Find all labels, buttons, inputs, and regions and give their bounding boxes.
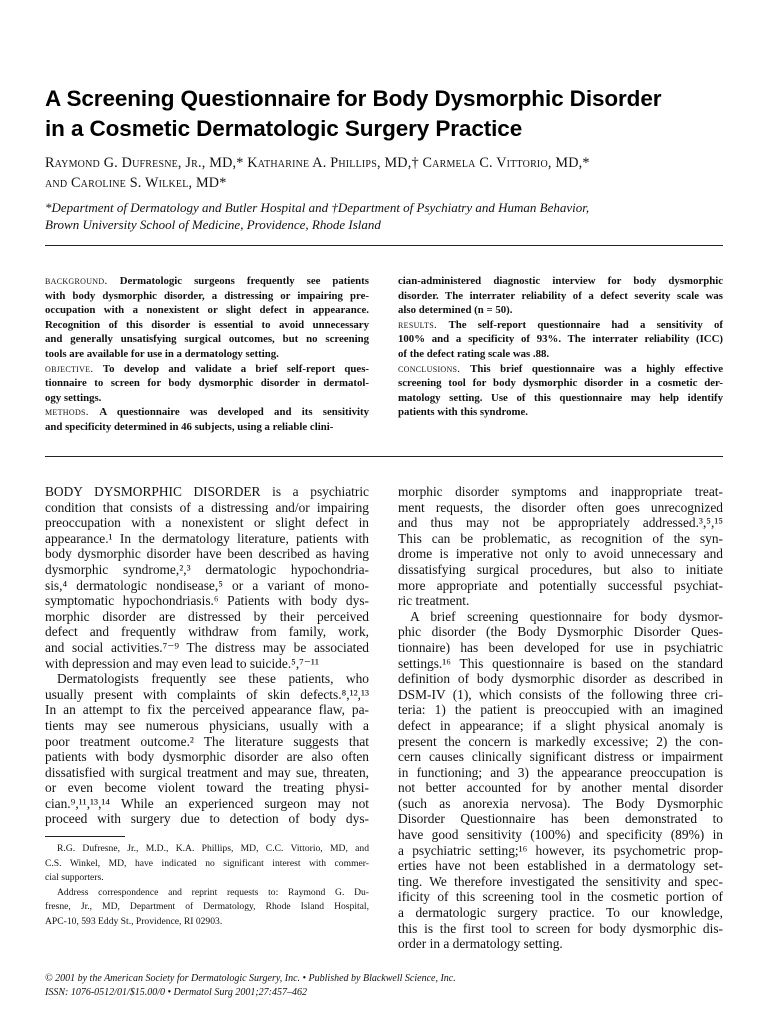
footnote-line: cial supporters. [45,872,104,883]
body-text-line: Disorder Questionnaire has been demonstrated to [398,811,723,827]
abstract-text: tionnaire to screen for body dysmorphic disorder in dermatol- [45,377,369,390]
abstract-section-head: results. [398,318,449,331]
body-text-line: tients may see numerous physicians, usually with a [45,717,369,733]
abstract-left-column [45,274,369,435]
authors-line-2: and Caroline S. Wilkel, MD* [45,175,227,191]
body-text-line: definition of body dysmorphic disorder as described in [398,671,723,687]
abstract-right-column [398,274,723,420]
page-footer [45,972,735,999]
body-text-line: a psychiatric setting;¹⁶ however, its psychometric prop- [398,842,723,858]
abstract-line [398,376,723,391]
abstract-section-head: objective. [45,362,103,375]
body-text-line: and thus may not be appropriately addressed.³,⁵,¹⁵ [398,515,723,531]
body-text-line: dissatisfied with surgical treatment and may sue, threaten, [45,764,369,780]
abstract-line [398,405,723,420]
abstract-line [45,274,369,289]
body-text-line: defect in appearance; if a slight physical anomaly is [398,717,723,733]
abstract-text: tools are available for use in a dermatology setting. [45,347,279,360]
footnote-line: APC-10, 593 Eddy St., Providence, RI 02903. [45,915,223,927]
body-text-line: proceed with surgery due to detection of body dys- [45,811,369,827]
body-text-line: in functioning; and 3) the appearance preoccupation is [398,764,723,780]
abstract-text: and specificity determined in 46 subjects, using a reliable clini- [45,420,334,433]
abstract-text: This brief questionnaire was a highly effective [470,362,723,375]
footnotes [45,842,369,929]
abstract-text: A questionnaire was developed and its sensitivity [99,406,369,419]
abstract-text: screening tool for body dysmorphic disorder in a cosmetic der- [398,377,723,390]
abstract-line [398,347,723,362]
body-text-line: poor treatment outcome.² The literature suggests that [45,733,369,749]
footnote-rule [45,836,125,837]
authors-line-1: Raymond G. Dufresne, Jr., MD,* Katharine A. Phillips, MD,† Carmela C. Vittorio, MD,* [45,155,590,171]
abstract-line [398,391,723,406]
abstract-text: patients with this syndrome. [398,406,528,419]
abstract-line [398,332,723,347]
abstract-line [45,289,369,304]
abstract-line [45,318,369,333]
footnote-line: R.G. Dufresne, Jr., M.D., K.A. Phillips, MD, C.C. Vittorio, MD, and [57,843,369,854]
abstract-line [45,303,369,318]
abstract-text: disorder. The interrater reliability of a defect severity scale was [398,289,723,302]
body-text-line: dysmorphic syndrome,²,³ dermatologic hypochondria- [45,561,369,577]
body-text-line: have good sensitivity (100%) and specificity (89%) in [398,827,723,843]
abstract-line [45,362,369,377]
body-left-column [45,484,369,827]
abstract-text: of the defect rating scale was .88. [398,347,550,360]
body-text-line: DSM-IV (1), which consists of the following three cri- [398,686,723,702]
abstract-section-head: background. [45,275,120,287]
body-text-line: settings.¹⁶ This questionnaire is based on the standard [398,655,723,671]
body-right-column [398,484,723,952]
title-line-2: in a Cosmetic Dermatologic Surgery Practice [45,116,523,141]
body-text-line: order in a dermatology setting. [398,936,563,952]
body-text-line: phic disorder (the Body Dysmorphic Disorder Ques- [398,624,723,640]
abstract-line [398,318,723,333]
abstract-line [398,362,723,377]
abstract-text: matology setting. Use of this questionnaire may help identify [398,391,723,404]
body-text-line: defect and frequently withdraw from family, work, [45,624,369,640]
body-text-line: In an attempt to fix the perceived appearance flaw, pa- [45,702,369,718]
footnote-line: fresne, Jr., MD, Department of Dermatology, Rhode Island Hospital, [45,901,369,912]
abstract-line [45,376,369,391]
body-text-line: dissatisfying surgical procedures, but also to initiate [398,561,723,577]
abstract-line [398,289,723,304]
body-text-line: teria: 1) the patient is preoccupied with an imagined [398,702,723,718]
abstract-line [45,347,369,362]
body-text-line: and social activities.⁷⁻⁹ The distress may be associated [45,639,369,655]
footnote-line: C.S. Winkel, MD, have indicated no significant interest with commer- [45,857,369,869]
affiliation-line-2: Brown University School of Medicine, Providence, Rhode Island [45,217,381,232]
body-text-line: appearance.¹ In the dermatology literature, patients with [45,530,369,546]
body-text-line: a dermatologic surgery practice. To our knowledge, [398,905,723,921]
body-text-line: condition that consists of a distressing and/or impairing [45,499,369,515]
abstract-bottom-rule [45,456,723,457]
abstract-line [45,391,369,406]
body-text-line: cern causes clinically significant distress or impairment [398,749,723,765]
body-text-line: not better accounted for by another mental disorder [398,780,723,796]
affiliation-line-1: *Department of Dermatology and Butler Hospital and †Department of Psychiatry and Human Behavior, [45,200,590,215]
body-text-line: or even become violent toward the treating physi- [45,780,369,796]
body-text-line: BODY DYSMORPHIC DISORDER is a psychiatric [45,484,369,499]
footnote-line: Address correspondence and reprint requests to: Raymond G. Du- [57,886,369,898]
abstract-text: To develop and validate a brief self-report ques- [102,362,369,375]
abstract-text: The self-report questionnaire had a sensitivity of [448,318,723,331]
body-text-line: ting. We therefore investigated the sensitivity and spec- [398,873,723,889]
body-text-line: tionnaire) has been developed for use in psychiatric [398,639,723,655]
body-text-line: ificity of this screening tool in the cosmetic portion of [398,889,723,905]
body-text-line: cian.⁹,¹¹,¹³,¹⁴ While an experienced surgeon may not [45,795,369,811]
body-text-line: morphic disorder are distressed by their perceived [45,608,369,624]
article-title [45,84,735,144]
body-text-line: more appropriate and potentially successful psychiat- [398,577,723,593]
body-text-line: usually present with complaints of skin defects.⁸,¹²,¹³ [45,686,369,702]
abstract-section-head: conclusions. [398,362,471,375]
body-text-line: drome is imperative not only to avoid unnecessary and [398,546,723,562]
body-text-line: present the concern is markedly excessive; 2) the con- [398,733,723,749]
affiliations [45,199,745,233]
abstract-top-rule [45,245,723,246]
abstract-line [45,420,369,435]
copyright-line: © 2001 by the American Society for Dermatologic Surgery, Inc. • Published by Blackwell Science, Inc. [45,973,456,984]
abstract-text: Dermatologic surgeons frequently see patients [119,275,369,287]
abstract-text: and generally unsatisfying surgical outcomes, but no screening [45,333,369,346]
citation-line: ISSN: 1076-0512/01/$15.00/0 • Dermatol Surg 2001;27:457–462 [45,986,308,998]
abstract-text: ogy settings. [45,391,102,404]
body-text-line: body dysmorphic disorder have been described as having [45,546,369,562]
body-text-line: with depression and may even lead to suicide.⁵,⁷⁻¹¹ [45,655,319,671]
abstract-text: cian-administered diagnostic interview for body dysmorphic [398,275,723,287]
abstract-text: with body dysmorphic disorder, a distressing or impairing pre- [45,289,369,302]
abstract-text: 100% and a specificity of 93%. The interrater reliability (ICC) [398,333,723,346]
abstract-section-head: methods. [45,406,100,419]
title-line-1: A Screening Questionnaire for Body Dysmorphic Disorder [45,86,662,111]
body-text-line: ric treatment. [398,593,470,609]
body-text-line: patients with body dysmorphic disorder are also often [45,749,369,765]
body-text-line: erties have not been established in a dermatology set- [398,858,723,874]
abstract-line [45,332,369,347]
body-text-line: ment requests, the disorder often goes unrecognized [398,499,723,515]
body-text-line: (such as anorexia nervosa). The Body Dysmorphic [398,795,723,811]
abstract-text: occupation with a nonexistent or slight defect in appearance. [45,304,369,317]
body-text-line: This can be problematic, as recognition of the syn- [398,530,723,546]
abstract-text: Recognition of this disorder is essential to avoid unnecessary [45,318,369,331]
body-text-line: morphic disorder symptoms and inappropriate treat- [398,484,723,499]
body-text-line: A brief screening questionnaire for body dysmor- [410,608,723,624]
abstract-line [398,303,723,318]
author-list [45,153,745,193]
abstract-text: also determined (n = 50). [398,304,513,317]
body-text-line: sis,⁴ dermatologic nondisease,⁵ or a variant of mono- [45,577,369,593]
abstract-line [45,405,369,420]
body-text-line: preoccupation with a nonexistent or slight defect in [45,515,369,531]
body-text-line: symptomatic hypochondriasis.⁶ Patients with body dys- [45,593,369,609]
body-text-line: this is the first tool to screen for body dysmorphic dis- [398,920,723,936]
abstract-line [398,274,723,289]
body-text-line: Dermatologists frequently see these patients, who [57,671,369,687]
